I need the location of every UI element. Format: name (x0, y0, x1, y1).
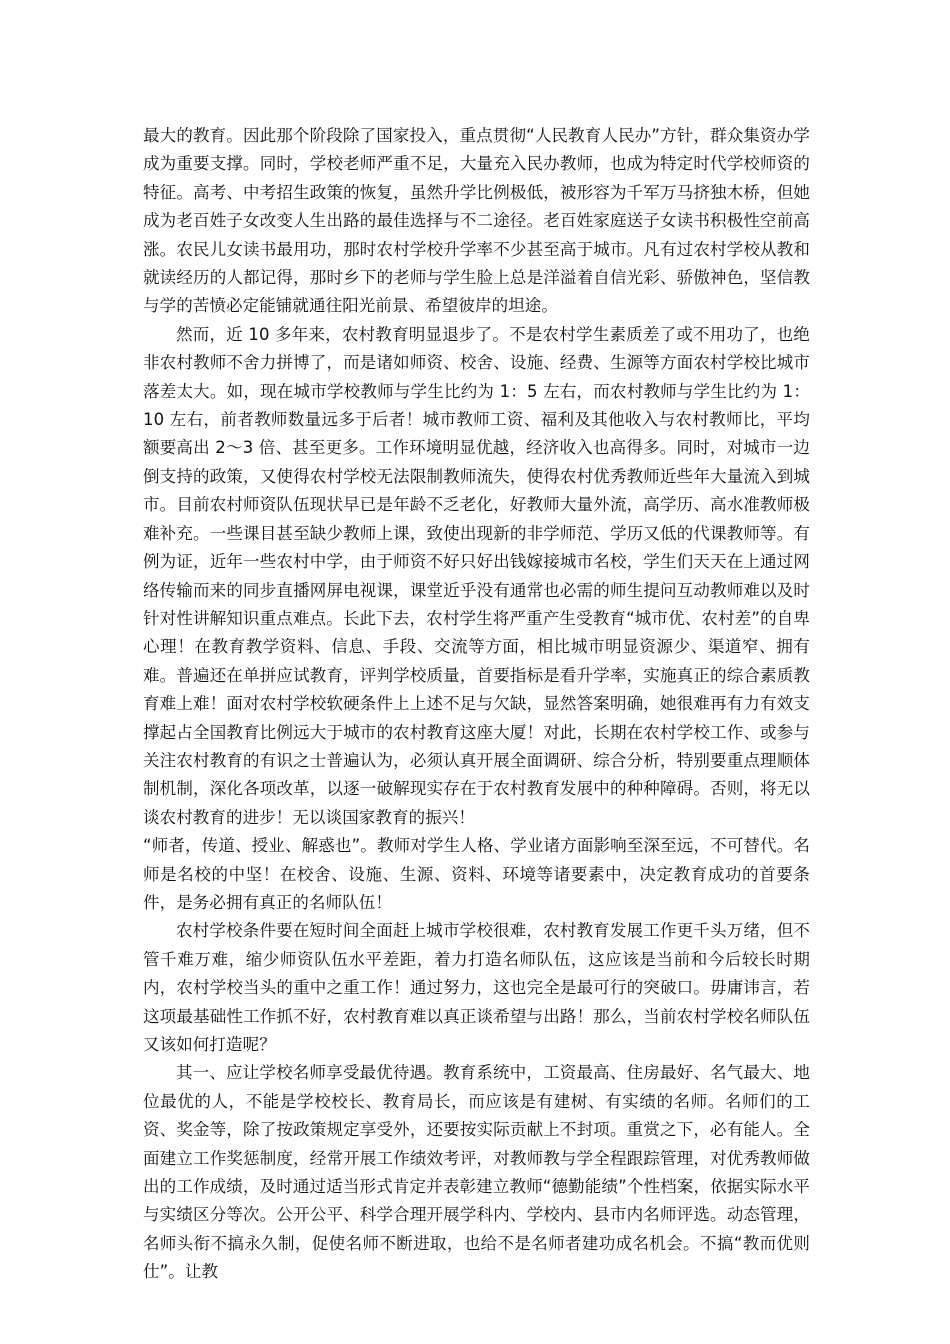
paragraph-4: 农村学校条件要在短时间全面赶上城市学校很难，农村教育发展工作更千头万绪，但不管千难万难，缩少师资队伍水平差距，着力打造名师队伍，这应该是当前和今后较长时期内，农村学校当头的重中之重工作！通过努力，这也完全是最可行的突破口。毋庸讳言，若这项最基础性工作抓不好，农村教育难以真正谈希望与出路！那么，当前农村学校名师队伍又该如何打造呢？ (143, 921, 810, 1054)
paragraph-2: 然而，近 10 多年来，农村教育明显退步了。不是农村学生素质差了或不用功了，也绝非农村教师不舍力拼博了，而是诸如师资、校舍、设施、经费、生源等方面农村学校比城市落差太大。如，现在城市学校教师与学生比约为 1：5 左右，而农村教师与学生比约为 1：10 左右，前者教师数量远多于后者！城市教师工资、福利及其他收入与农村教师比，平均额要高出 2～3 倍、甚至更多。工作环境明显优越，经济收入也高得多。同时，对城市一边倒支持的政策，又使得农村学校无法限制教师流失，使得农村优秀教师近些年大量流入到城市。目前农村师资队伍现状早已是年龄不乏老化，好教师大量外流，高学历、高水准教师极难补充。一些课目甚至缺少教师上课，致使出现新的非学师范、学历又低的代课教师等。有例为证，近年一些农村中学，由于师资不好只好出钱嫁接城市名校，学生们天天在上通过网络传输而来的同步直播网屏电视课，课堂近乎没有通常也必需的师生提问互动教师难以及时针对性讲解知识重点难点。长此下去，农村学生将严重产生受教育“城市优、农村差”的自卑心理！在教育教学资料、信息、手段、交流等方面，相比城市明显资源少、渠道窄、拥有难。普遍还在单拼应试教育，评判学校质量，首要指标是看升学率，实施真正的综合素质教育难上难！面对农村学校软硬条件上上述不足与欠缺，显然答案明确，她很难再有力有效支撑起占全国教育比例远大于城市的农村教育这座大厦！对此，长期在农村学校工作、或参与关注农村教育的有识之士普遍认为，必须认真开展全面调研、综合分析，特别要重点理顺体制机制，深化各项改革，以逐一破解现实存在于农村教育发展中的种种障碍。否则，将无以谈农村教育的进步！无以谈国家教育的振兴！ (143, 324, 810, 827)
paragraph-3: “师者，传道、授业、解惑也”。教师对学生人格、学业诸方面影响至深至远，不可替代。名师是名校的中坚！在校舍、设施、生源、资料、环境等诸要素中，决定教育成功的首要条件，是务必拥有真正的名师队伍！ (143, 836, 810, 912)
paragraph-1: 最大的教育。因此那个阶段除了国家投入，重点贯彻“人民教育人民办”方针，群众集资办学成为重要支撑。同时，学校老师严重不足，大量充入民办教师，也成为特定时代学校师资的特征。高考、中考招生政策的恢复，虽然升学比例极低，被形容为千军万马挤独木桥，但她成为老百姓子女改变人生出路的最佳选择与不二途径。老百姓家庭送子女读书积极性空前高涨。农民儿女读书最用功，那时农村学校升学率不少甚至高于城市。凡有过农村学校从教和就读经历的人都记得，那时乡下的老师与学生脸上总是洋溢着自信光彩、骄傲神色，坚信教与学的苦愤必定能铺就通往阳光前景、希望彼岸的坦途。 (143, 126, 810, 316)
paragraph-5: 其一、应让学校名师享受最优待遇。教育系统中，工资最高、住房最好、名气最大、地位最优的人，不能是学校校长、教育局长，而应该是有建树、有实绩的名师。名师们的工资、奖金等，除了按政策规定享受外，还要按实际贡献上不封项。重赏之下，必有能人。全面建立工作奖惩制度，经常开展工作绩效考评，对教师教与学全程跟踪管理，对优秀教师做出的工作成绩，及时通过适当形式肯定并表彰建立教师“德勤能绩”个性档案，依据实际水平与实绩区分等次。公开公平、科学合理开展学科内、学校内、县市内名师评选。动态管理，名师头衔不搞永久制，促使名师不断进取，也给不是名师者建功成名机会。不搞“教而优则仕”。让教 (143, 1063, 810, 1282)
document-body (143, 122, 810, 1287)
